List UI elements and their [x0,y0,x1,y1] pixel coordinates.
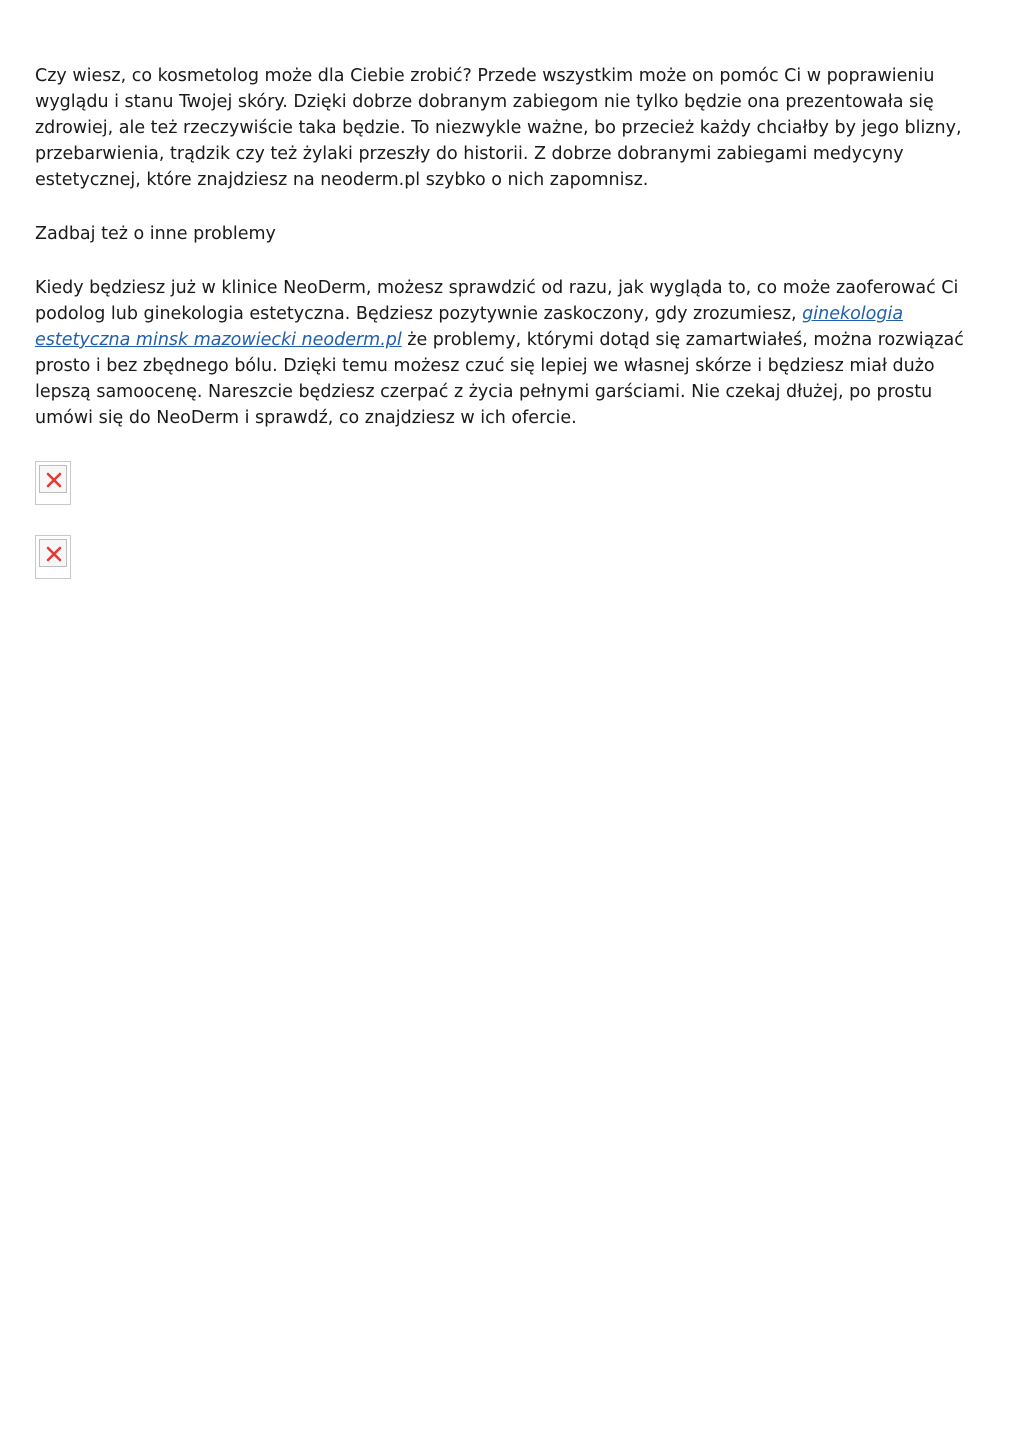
section-heading: Zadbaj też o inne problemy [35,224,276,244]
broken-image-icon [45,545,63,563]
document-page [35,63,995,609]
ginekologia-link[interactable]: ginekologia estetyczna minsk mazowiecki neoderm.pl [35,304,904,350]
broken-image-2 [35,535,71,579]
broken-image-1 [35,461,71,505]
broken-image-icon [45,471,63,489]
body-text-after-link: że problemy, którymi dotąd się zamartwiałeś, można rozwiązać prosto i bez zbędnego bólu. Dzięki temu możesz czuć się lepiej we własnej skórze i będziesz miał dużo lepszą samoocenę. Nareszcie będziesz czerpać z życia pełnymi garściami. Nie czekaj dłużej, po prostu umówi się do NeoDerm i sprawdź, co znajdziesz w ich ofercie. [35,330,964,428]
intro-paragraph: Czy wiesz, co kosmetolog może dla Ciebie zrobić? Przede wszystkim może on pomóc Ci w poprawieniu wyglądu i stanu Twojej skóry. Dzięki dobrze dobranym zabiegom nie tylko będzie ona prezentowała się zdrowiej, ale też rzeczywiście taka będzie. To niezwykle ważne, bo przecież każdy chciałby by jego blizny, przebarwienia, trądzik czy też żylaki przeszły do historii. Z dobrze dobranymi zabiegami medycyny estetycznej, które znajdziesz na neoderm.pl szybko o nich zapomnisz. [35,66,962,190]
body-paragraph [35,275,995,431]
body-text-before-link: Kiedy będziesz już w klinice NeoDerm, możesz sprawdzić od razu, jak wygląda to, co może zaoferować Ci podolog lub ginekologia estetyczna. Będziesz pozytywnie zaskoczony, gdy zrozumiesz, [35,278,959,324]
image-frame [39,465,67,493]
image-frame [39,539,67,567]
